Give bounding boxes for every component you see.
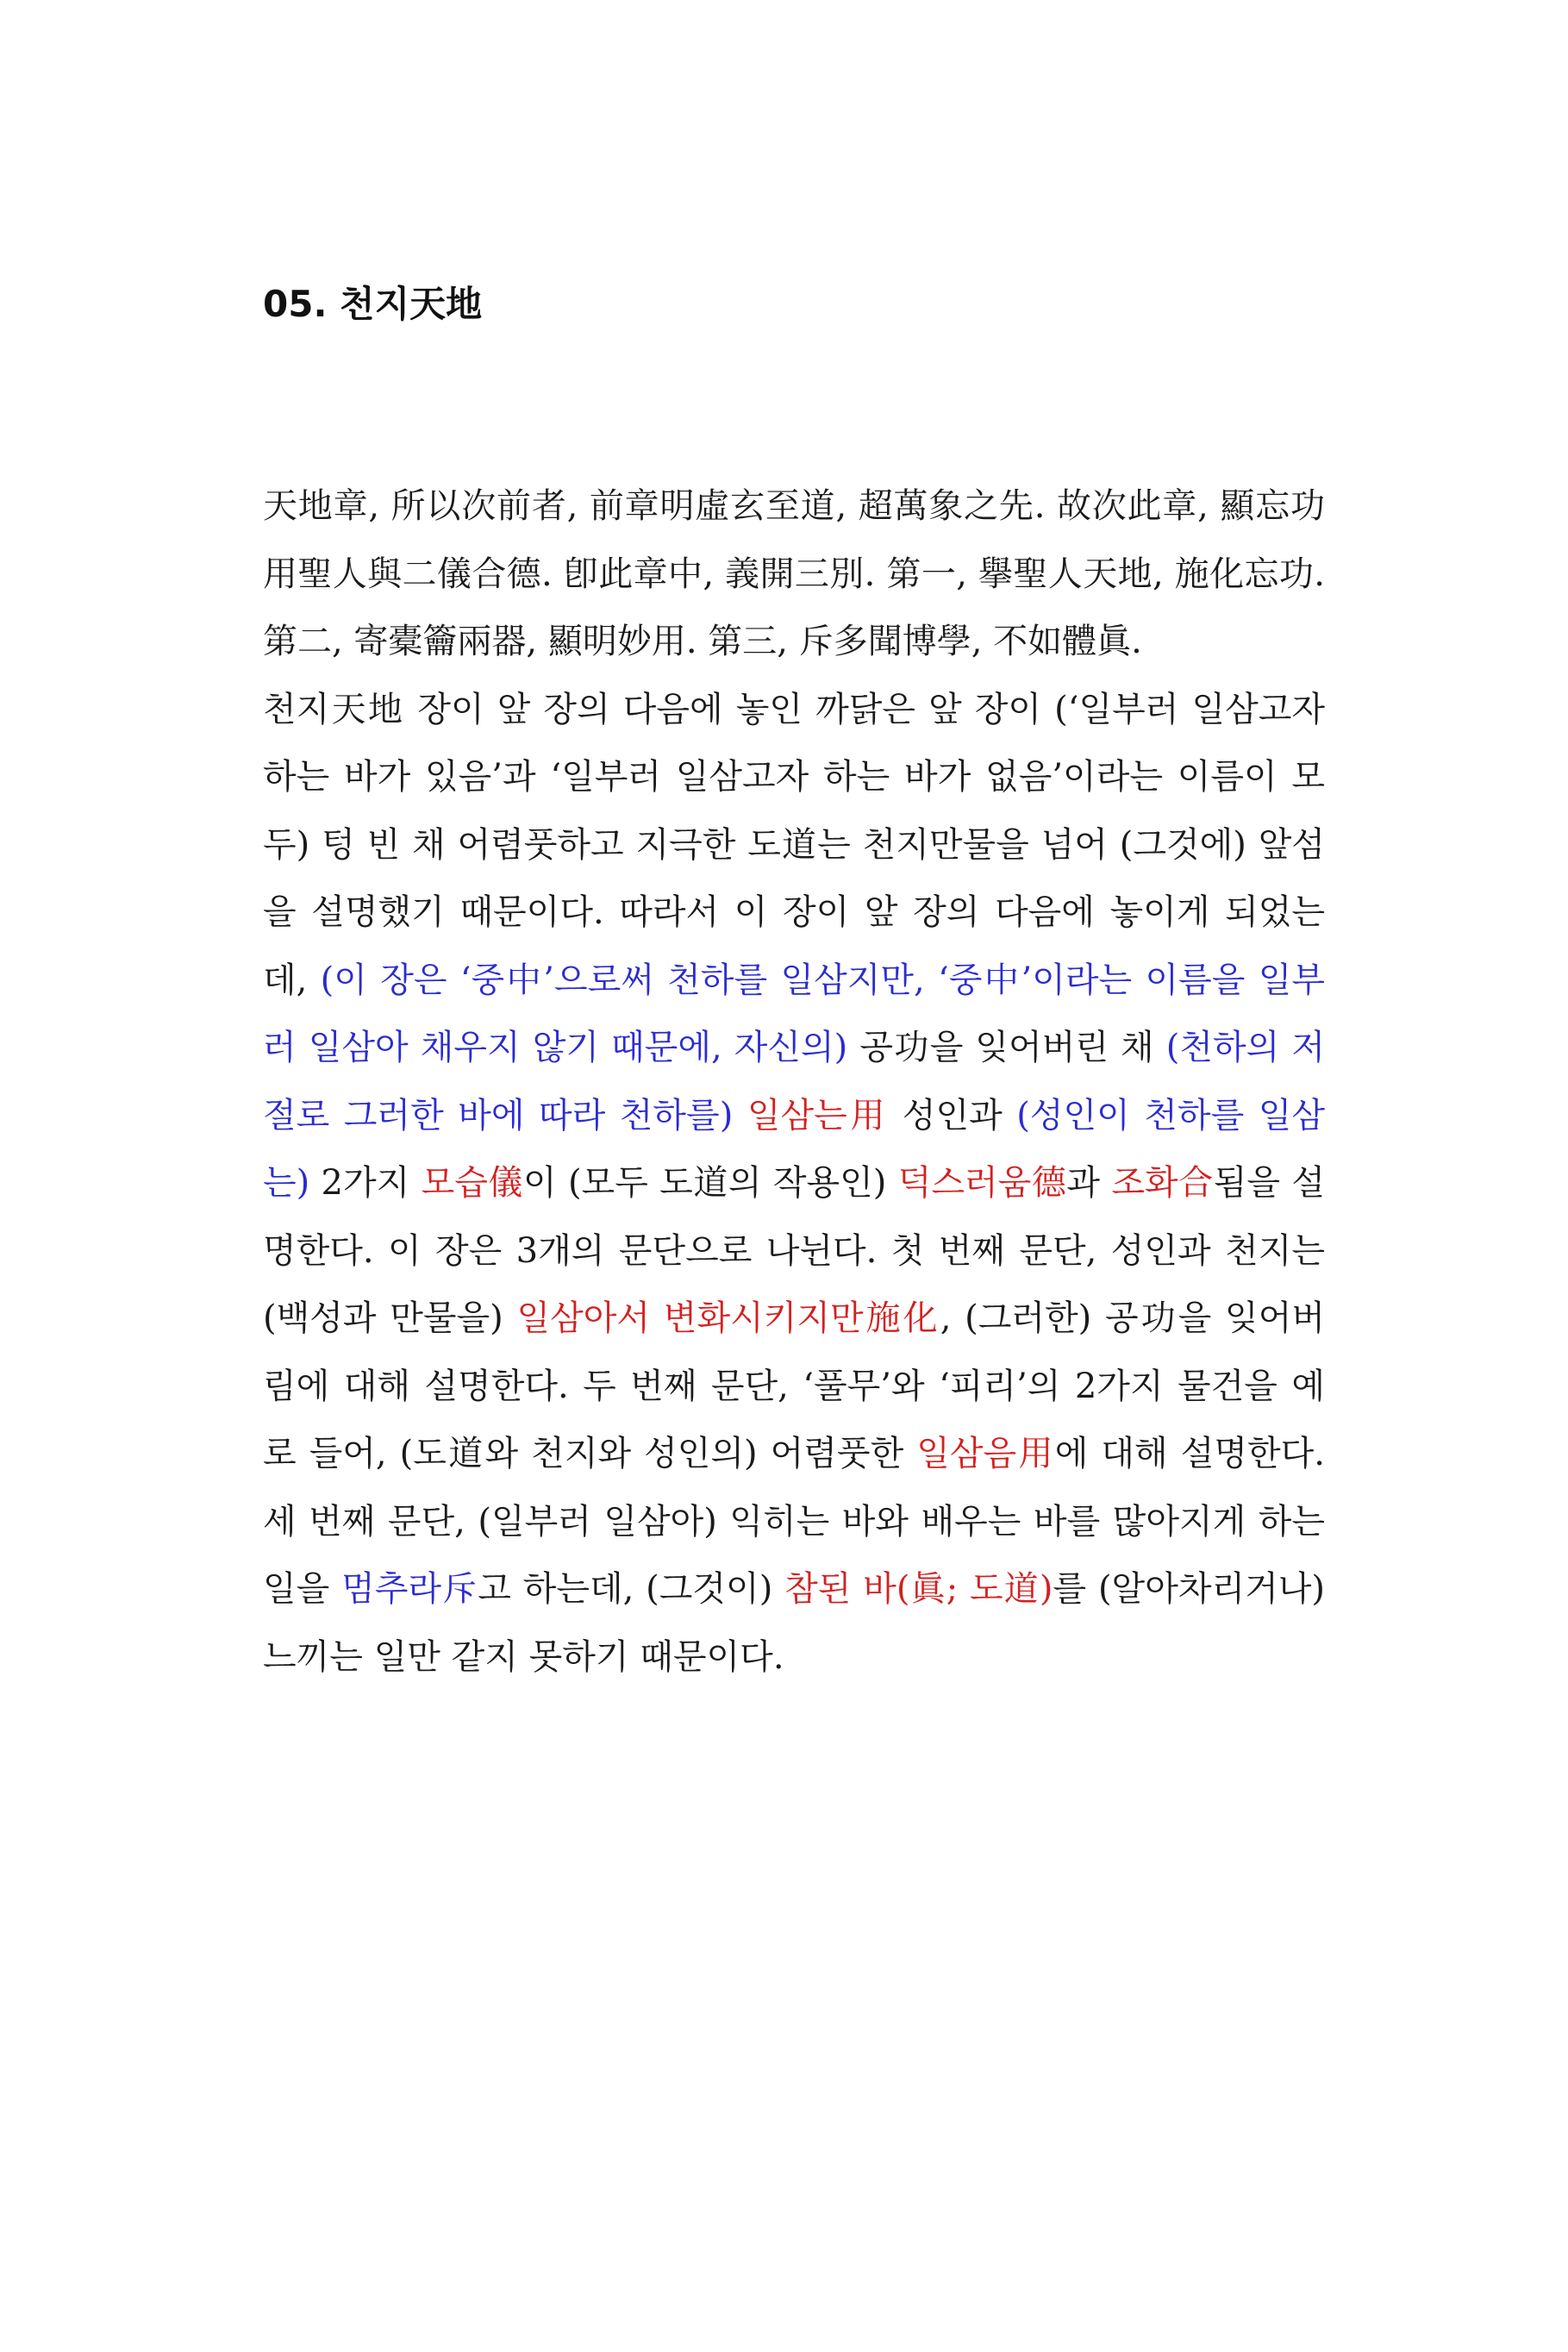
translation-segment: 2가지 [309,1163,422,1203]
translation-segment: 이 (모두 도道의 작용인) [523,1163,898,1203]
translation-segment-red: 일삼아서 변화시키지만施化 [516,1298,940,1338]
translation-segment-blue: (천하의 저절로 그러한 바에 따라 천하를) [263,1028,1326,1135]
translation-segment: 공功을 잊어버린 채 [847,1028,1166,1067]
translation-segment-red: 조화合 [1111,1163,1214,1203]
translation-segment-blue: 멈추라斥 [341,1569,478,1609]
translation-segment: 성인과 [888,1095,1017,1135]
translation-segment-blue: (성인이 천하를 일삼는) [263,1095,1326,1203]
classical-chinese-paragraph: 天地章, 所以次前者, 前章明虛玄至道, 超萬象之先. 故次此章, 顯忘功用聖人與二儀合德. 卽此章中, 義開三別. 第一, 擧聖人天地, 施化忘功. 第二, 寄橐籥兩器, 顯明妙用. 第三, 斥多聞博學, 不如體眞. [263,486,1325,661]
translation-segment: 과 [1066,1163,1112,1203]
translation-segment [733,1096,747,1135]
translation-segment: 를 (알아차리거나) 느끼는 일만 같지 못하기 때문이다. [263,1569,1325,1677]
body-text [263,472,1325,1691]
translation-segment: 천지天地 장이 앞 장의 다음에 놓인 까닭은 앞 장이 (‘일부러 일삼고자 하는 바가 있음’과 ‘일부러 일삼고자 하는 바가 없음’이라는 이름이 모두) 텅 빈 채 어렴풋하고 지극한 도道는 천지만물을 넘어 (그것에) 앞섬을 설명했기 때문이다. 따라서 이 장이 앞 장의 다음에 놓이게 되었는데, [263,689,1325,1000]
translation-segment: 에 대해 설명한다. 세 번째 문단, (일부러 일삼아) 익히는 바와 배우는 바를 많아지게 하는 일을 [263,1434,1325,1609]
section-title: 05. 천지天地 [263,283,483,325]
translation-segment-blue: (이 장은 ‘중中’으로써 천하를 일삼지만, ‘중中’이라는 이름을 일부러 일삼아 채우지 않기 때문에, 자신의) [263,960,1325,1067]
translation-segment-red: 일삼음用 [916,1434,1055,1473]
translation-segment-red: 모습儀 [421,1163,524,1203]
translation-segment-red: 덕스러움德 [897,1163,1067,1203]
translation-segment: 고 하는데, (그것이) [478,1569,785,1609]
translation-segment-red: 일삼는用 [747,1095,889,1135]
translation-segment: 됨을 설명한다. 이 장은 3개의 문단으로 나뉜다. 첫 번째 문단, 성인과 천지는 (백성과 만물을) [263,1163,1325,1338]
translation-segment: , (그러한) 공功을 잊어버림에 대해 설명한다. 두 번째 문단, ‘풀무’와 ‘피리’의 2가지 물건을 예로 들어, (도道와 천지와 성인의) 어렴풋한 [263,1298,1325,1473]
translation-segment-red: 참된 바(眞; 도道) [784,1569,1053,1609]
korean-translation-paragraph [263,676,1325,1692]
